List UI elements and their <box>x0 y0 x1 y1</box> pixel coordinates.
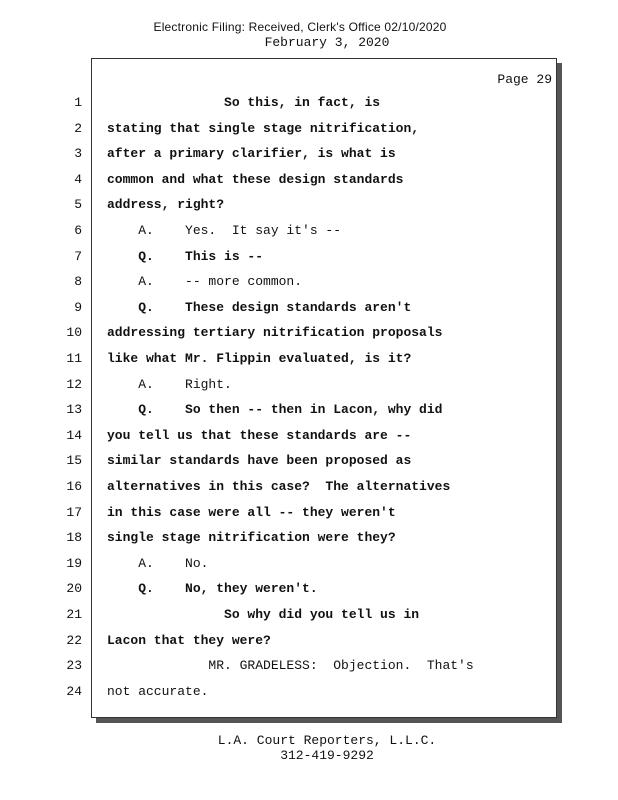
transcript-line: addressing tertiary nitrification proposals <box>107 325 443 341</box>
line-number: 6 <box>74 223 82 238</box>
transcript-line: like what Mr. Flippin evaluated, is it? <box>107 351 412 366</box>
line-number: 20 <box>66 581 82 597</box>
line-number: 24 <box>66 683 82 699</box>
line-number: 4 <box>74 171 82 187</box>
line-number: 13 <box>66 402 82 418</box>
line-number: 3 <box>74 146 82 162</box>
line-number: 11 <box>66 351 82 366</box>
line-number: 14 <box>66 427 82 443</box>
transcript-line: single stage nitrification were they? <box>107 530 396 546</box>
line-number: 17 <box>66 504 82 520</box>
transcript-line: not accurate. <box>107 683 209 699</box>
transcript-line: So this, in fact, is <box>107 95 381 110</box>
transcript-line: after a primary clarifier, is what is <box>107 146 396 162</box>
transcript-line: Q. No, they weren't. <box>107 581 318 597</box>
line-number: 19 <box>66 555 82 571</box>
transcript-line: Q. This is -- <box>107 248 264 264</box>
line-number: 5 <box>74 197 82 213</box>
line-number: 1 <box>74 95 82 110</box>
transcript-line: A. No. <box>107 555 209 571</box>
page-number: Page 29 <box>497 72 552 87</box>
transcript-line: in this case were all -- they weren't <box>107 504 396 520</box>
line-number: 23 <box>66 658 82 674</box>
line-number: 21 <box>66 607 82 622</box>
transcript-line: A. Yes. It say it's -- <box>107 223 342 238</box>
transcript-line: stating that single stage nitrification, <box>107 120 420 136</box>
transcript-line: MR. GRADELESS: Objection. That's <box>107 658 474 674</box>
line-number: 9 <box>74 299 82 315</box>
line-number: 8 <box>74 274 82 290</box>
filing-stamp: Electronic Filing: Received, Clerk's Office 02/10/2020 <box>153 20 447 34</box>
line-number: 10 <box>66 325 82 341</box>
line-number: 18 <box>66 530 82 546</box>
transcript-line: A. -- more common. <box>107 274 303 290</box>
transcript-line: A. Right. <box>107 376 232 392</box>
transcript-line: common and what these design standards <box>107 171 404 187</box>
line-number: 12 <box>66 376 82 392</box>
line-number: 15 <box>66 453 82 469</box>
reporter-name: L.A. Court Reporters, L.L.C. <box>217 733 437 748</box>
transcript-line: Lacon that they were? <box>107 632 271 648</box>
transcript-line: you tell us that these standards are -- <box>107 427 412 443</box>
transcript-line: similar standards have been proposed as <box>107 453 412 469</box>
line-number: 2 <box>74 120 82 136</box>
transcript-date: February 3, 2020 <box>264 35 390 50</box>
transcript-line: address, right? <box>107 197 225 213</box>
line-number: 22 <box>66 632 82 648</box>
reporter-phone: 312-419-9292 <box>280 748 374 763</box>
transcript-line: Q. These design standards aren't <box>107 299 412 315</box>
transcript-line: So why did you tell us in <box>107 607 420 622</box>
transcript-line: Q. So then -- then in Lacon, why did <box>107 402 443 418</box>
transcript-line: alternatives in this case? The alternatives <box>107 479 451 494</box>
line-number: 7 <box>74 248 82 264</box>
line-number: 16 <box>66 479 82 494</box>
